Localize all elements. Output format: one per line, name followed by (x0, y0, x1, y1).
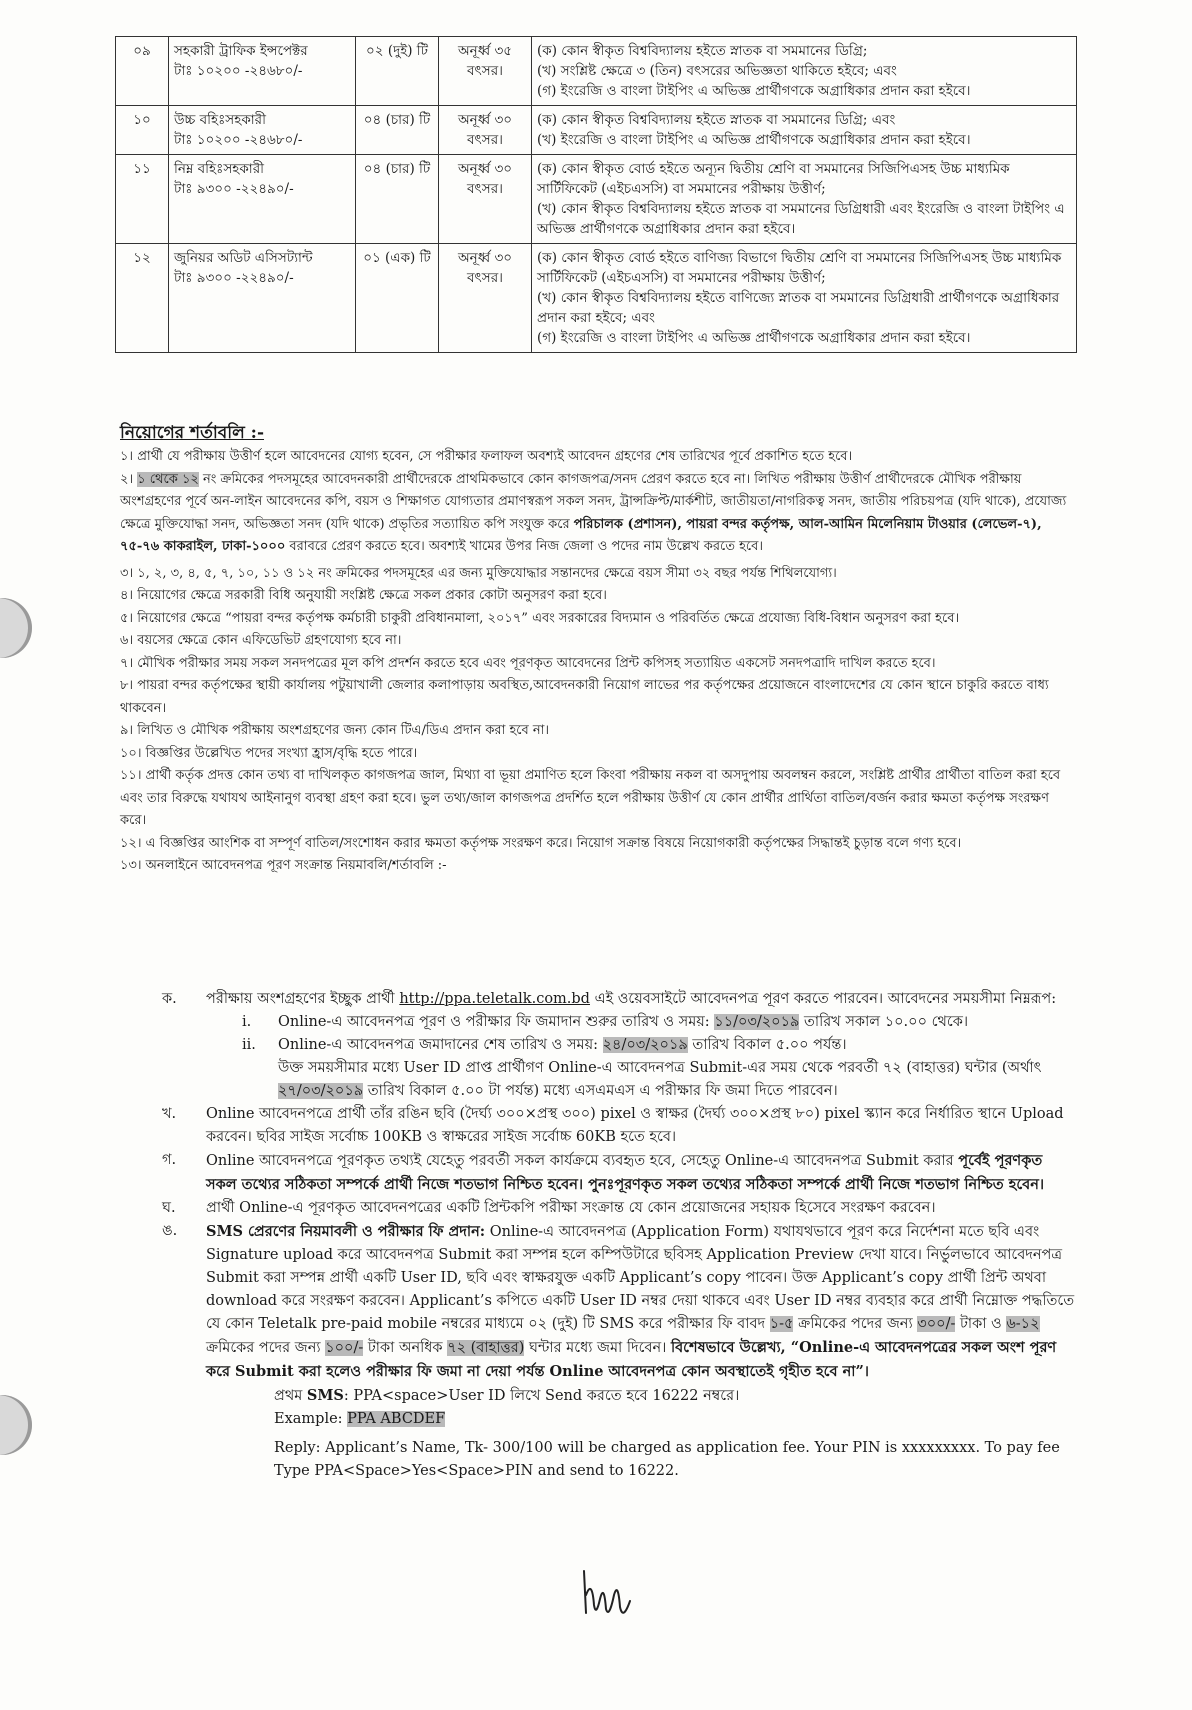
condition-item (120, 469, 1075, 559)
condition-item: ৮। পায়রা বন্দর কর্তৃপক্ষের স্থায়ী কার্যালয় পটুয়াখালী জেলার কলাপাড়ায় অবস্থিত,আবেদনকারী নিয়োগ লাভের পর কর্তৃপক্ষের প্রয়োজনে বাংলাদেশের যে কোন স্থানে চাকুরি করতে বাধ্য থাকবেন। (120, 678, 1049, 716)
end-date: ২৪/০৩/২০১৯ (602, 1037, 688, 1053)
qualification-cell-line: (গ) ইংরেজি ও বাংলা টাইপিং এ অভিজ্ঞ প্রার্থীগণকে অগ্রাধিকার প্রদান করা হইবে। (537, 83, 971, 99)
post-name-cell-line: টাঃ ৯৩০০ -২২৪৯০/- (174, 181, 294, 197)
serial-cell-line: ১১ (133, 161, 151, 177)
condition-item: ৯। লিখিত ও মৌখিক পরীক্ষায় অংশগ্রহণের জন্য কোন টিএ/ডিএ প্রদান করা হবে না। (120, 723, 550, 738)
age-limit-cell-line: অনূর্ধ্ব ৩৫ বৎসর। (457, 43, 512, 79)
highlight: ১০০/- (325, 1340, 364, 1356)
rule-ii (160, 1034, 1075, 1103)
rule-text: ঘন্টার মধ্যে জমা দিবেন। (524, 1340, 671, 1356)
start-date: ১১/০৩/২০১৯ (714, 1014, 800, 1030)
post-name-cell-line: সহকারী ট্রাফিক ইন্সপেক্টর (174, 43, 308, 59)
rule-label: গ. (162, 1152, 177, 1168)
condition-item: ১০। বিজ্ঞপ্তির উল্লেখিত পদের সংখ্যা হ্রাস/বৃদ্ধি হতে পারে। (120, 745, 418, 761)
rule-text: Online-এ আবেদনপত্র পূরণ ও পরীক্ষার ফি জমাদান শুরুর তারিখ ও সময়: (278, 1014, 715, 1030)
condition-item: ১২। এ বিজ্ঞপ্তির আংশিক বা সম্পূর্ণ বাতিল/সংশোধন করার ক্ষমতা কর্তৃপক্ষ সংরক্ষণ করে। নিয়োগ সক্রান্ত বিষয়ে নিয়োগকারী কর্তৃপক্ষের সিদ্ধান্তই চুড়ান্ত বলে গণ্য হবে। (120, 835, 962, 851)
rule-text: টাকা অনধিক (363, 1340, 448, 1356)
punch-hole (0, 598, 32, 658)
serial-cell (116, 155, 169, 244)
online-rules (160, 988, 1075, 1483)
punch-hole (0, 1395, 32, 1455)
post-name-cell-line: টাঃ ১০২০০ -২৪৬৮০/- (174, 132, 303, 148)
sms-instruction (274, 1384, 1075, 1408)
condition-text: বরাবরে প্রেরণ করতে হবে। অবশ্যই খামের উপর নিজ জেলা ও পদের নাম উল্লেখ করতে হবে। (285, 539, 764, 554)
rule-kha (160, 1103, 1075, 1149)
post-name-cell-line: টাঃ ১০২০০ -২৪৬৮০/- (174, 63, 303, 79)
serial-cell (116, 37, 169, 106)
condition-item: ৬। বয়সের ক্ষেত্রে কোন এফিডেভিট গ্রহণযোগ্য হবে না। (120, 633, 402, 648)
rule-text: পরীক্ষায় অংশগ্রহণের ইচ্ছুক প্রার্থী (206, 991, 400, 1007)
condition-item: ১৩। অনলাইনে আবেদনপত্র পূরণ সংক্রান্ত নিয়মাবলি/শর্তাবলি :- (120, 858, 447, 873)
post-name-cell-line: জুনিয়র অডিট এসিসট্যান্ট (174, 250, 313, 266)
rule-ga (160, 1149, 1075, 1197)
serial-cell-line: ০৯ (133, 43, 151, 59)
post-name-cell-line: টাঃ ৯৩০০ -২২৪৯০/- (174, 270, 294, 286)
rule-text: প্রার্থী Online-এ পূরণকৃত আবেদনপত্রের একটি প্রিন্টকপি পরীক্ষা সংক্রান্ত যে কোন প্রয়োজনের সহায়ক হিসেবে সংরক্ষণ করবেন। (206, 1200, 936, 1216)
rule-text: এই ওয়েবসাইটে আবেদনপত্র পূরণ করতে পারবেন। আবেদনের সময়সীমা নিম্নরূপ: (589, 991, 1057, 1007)
rule-label: খ. (162, 1106, 177, 1122)
qualification-cell-line: (খ) ইংরেজি ও বাংলা টাইপিং এ অভিজ্ঞ প্রার্থীগণকে অগ্রাধিকার প্রদান করা হইবে। (537, 132, 971, 148)
sms-bold: SMS (306, 1387, 344, 1404)
example-label: Example: (274, 1411, 348, 1427)
post-row (116, 106, 1077, 155)
section-title: নিয়োগের শর্তাবলি :- (120, 423, 265, 443)
highlight: ৩০০/- (917, 1316, 956, 1332)
age-limit-cell (439, 244, 532, 353)
post-count-cell-line: ০৪ (চার) টি (363, 112, 431, 128)
serial-cell (116, 244, 169, 353)
post-count-cell (356, 155, 439, 244)
serial-cell-line: ১০ (133, 112, 151, 128)
qualification-cell-line: (ক) কোন স্বীকৃত বিশ্ববিদ্যালয় হইতে স্নাতক বা সমমানের ডিগ্রি; এবং (537, 112, 896, 128)
rule-text: উক্ত সময়সীমার মধ্যে User ID প্রাপ্ত প্রার্থীগণ Online-এ আবেদনপত্র Submit-এর সময় থেকে পরবর্তী ৭২ (বাহাত্তর) ঘন্টার (অর্থাৎ (278, 1060, 1042, 1076)
post-row (116, 244, 1077, 353)
serial-cell (116, 106, 169, 155)
post-name-cell (169, 244, 356, 353)
post-name-cell-line: উচ্চ বহিঃসহকারী (174, 112, 266, 128)
post-count-cell-line: ০৪ (চার) টি (363, 161, 431, 177)
posts-table-body (116, 37, 1077, 353)
post-count-cell-line: ০১ (এক) টি (363, 250, 431, 266)
rule-label: ক. (162, 991, 177, 1007)
rule-label: ঙ. (162, 1223, 178, 1239)
qualification-cell-line: (খ) কোন স্বীকৃত বিশ্ববিদ্যালয় হইতে বাণিজ্যে স্নাতক বা সমমানের ডিগ্রিধারী প্রার্থীগণকে অগ্রাধিকার প্রদান করা হইবে; এবং (537, 290, 1060, 326)
rule-bold: পূর্বেই পূরণকৃত সকল তথ্যের সঠিকতা সম্পর্কে প্রার্থী নিজে শতভাগ নিশ্চিত হবেন। পুনঃপূরণকৃত সকল তথ্যের সঠিকতা সম্পর্কে প্রার্থী নিজে শতভাগ নিশ্চিত হবেন। (206, 1152, 1045, 1193)
post-name-cell (169, 106, 356, 155)
highlight: ৭২ (বাহাত্তর) (447, 1340, 525, 1356)
rule-i (160, 1011, 1075, 1034)
qualification-cell (532, 37, 1077, 106)
rule-text: ক্রমিকের পদের জন্য (793, 1316, 918, 1332)
qualification-cell-line: (খ) কোন স্বীকৃত বিশ্ববিদ্যালয় হইতে স্নাতক বা সমমানের ডিগ্রিধারী এবং ইংরেজি ও বাংলা টাইপিং এ অভিজ্ঞ প্রার্থীগণকে অগ্রাধিকার প্রদান করা হইবে। (537, 201, 1065, 237)
posts-table (115, 36, 1077, 353)
age-limit-cell-line: অনূর্ধ্ব ৩০ বৎসর। (457, 161, 513, 197)
qualification-cell-line: (ক) কোন স্বীকৃত বোর্ড হইতে অন্যূন দ্বিতীয় শ্রেণি বা সমমানের সিজিপিএসহ উচ্চ মাধ্যমিক সার্টিফিকেট (এইচএসসি) বা সমমানের পরীক্ষায় উত্তীর্ণ; (537, 161, 1010, 197)
condition-item: ৫। নিয়োগের ক্ষেত্রে “পায়রা বন্দর কর্তৃপক্ষ কর্মচারী চাকুরী প্রবিধানমালা, ২০১৭” এবং সরকারের বিদ্যমান ও পরিবর্তিত ক্ষেত্রে প্রযোজ্য বিধি-বিধান অনুসরণ করা হবে। (120, 610, 960, 626)
rule-text: টাকা ও (955, 1316, 1007, 1332)
condition-item: ১১। প্রার্থী কর্তৃক প্রদত্ত কোন তথ্য বা দাখিলকৃত কাগজপত্র জাল, মিথ্যা বা ভূয়া প্রমাণিত হলে কিংবা পরীক্ষায় নকল বা অসদুপায় অবলম্বন করলে, সংশ্লিষ্ট প্রার্থীর প্রার্থীতা বাতিল করা হবে এবং তার বিরুদ্ধে যথাযথ আইনানুগ ব্যবস্থা গ্রহণ করা হবে। ভুল তথ্য/জাল কাগজপত্র প্রদর্শিত হলে পরীক্ষায় উত্তীর্ণ যে কোন প্রার্থীর প্রার্থিতা বাতিল/বর্জন করার ক্ষমতা কর্তৃপক্ষ সংরক্ষণ করে। (120, 768, 1061, 828)
address-bold: পরিচালক (প্রশাসন), পায়রা বন্দর কর্তৃপক্ষ, আল-আমিন মিলেনিয়াম টাওয়ার (লেভেল-৭), ৭৫-৭৬ কাকরাইল, ঢাকা-১০০০ (120, 516, 1042, 554)
age-limit-cell (439, 155, 532, 244)
rule-text: Online-এ আবেদনপত্র জমাদানের শেষ তারিখ ও সময়: (278, 1037, 603, 1053)
condition-text: নং ক্রমিকের পদসমূহের আবেদনকারী প্রার্থীদেরকে প্রাথমিকভাবে কোন কাগজপত্র/সনদ প্রেরণ করতে হবে না। লিখিত পরীক্ষায় উত্তীর্ণ প্রার্থীদেরকে মৌখিক পরীক্ষায় অংশগ্রহণের পূর্বে অন-লাইন আবেদনের কপি, বয়স ও শিক্ষাগত যোগ্যতার প্রমাণস্বরূপ সকল সনদ, ট্রান্সক্রিপ্ট/মার্কশীট, জাতীয়তা/নাগরিকত্ব সনদ, জাতীয় পরিচয়পত্র (যদি থাকে), প্রযোজ্য ক্ষেত্রে মুক্তিযোদ্ধা সনদ, অভিজ্ঞতা সনদ (যদি থাকে) প্রভৃতির সত্যায়িত কপি সংযুক্ত করে (120, 471, 1067, 532)
rule-text: তারিখ বিকাল ৫.০০ টা পর্যন্ত) মধ্যে এসএমএস এ পরীক্ষার ফি জমা দিতে পারবেন। (363, 1083, 838, 1099)
rule-text: Online আবেদনপত্রে প্রার্থী তাঁর রঙিন ছবি (দৈর্ঘ্য ৩০০×প্রস্থ ৩০০) pixel ও স্বাক্ষর (দৈর্ঘ্য ৩০০×প্রস্থ ৮০) pixel স্ক্যান করে নির্ধারিত স্থানে Upload করবেন। ছবির সাইজ সর্বোচ্চ 100KB ও স্বাক্ষরের সাইজ সর্বোচ্চ 60KB হতে হবে। (206, 1106, 1064, 1145)
rule-text: ক্রমিকের পদের জন্য (206, 1340, 326, 1356)
highlight: ৬-১২ (1006, 1316, 1040, 1332)
qualification-cell-line: (ক) কোন স্বীকৃত বিশ্ববিদ্যালয় হইতে স্নাতক বা সমমানের ডিগ্রি; (537, 43, 868, 59)
qualification-cell (532, 155, 1077, 244)
age-limit-cell (439, 106, 532, 155)
age-limit-cell (439, 37, 532, 106)
post-count-cell (356, 244, 439, 353)
condition-item: ৩। ১, ২, ৩, ৪, ৫, ৭, ১০, ১১ ও ১২ নং ক্রমিকের পদসমূহের এর জন্য মুক্তিযোদ্ধার সন্তানদের ক্ষেত্রে বয়স সীমা ৩২ বছর পর্যন্ত শিথিলযোগ্য। (120, 565, 837, 581)
condition-number: ২। (120, 471, 138, 487)
rule-label: ii. (242, 1037, 256, 1053)
serial-cell-line: ১২ (133, 250, 151, 266)
rule-label: ঘ. (162, 1200, 176, 1216)
post-row (116, 37, 1077, 106)
application-website-link[interactable]: http://ppa.teletalk.com.bd (399, 991, 590, 1007)
rule-label: i. (242, 1014, 252, 1030)
fee-deadline-date: ২৭/০৩/২০১৯ (278, 1083, 364, 1099)
rule-gha (160, 1197, 1075, 1220)
signature-image (578, 1565, 648, 1625)
conditions-list (120, 446, 1075, 878)
condition-item: ৭। মৌখিক পরীক্ষার সময় সকল সনদপত্রের মূল কপি প্রদর্শন করতে হবে এবং পূরণকৃত আবেদনের প্রিন্ট কপিসহ সত্যায়িত একসেট সনদপত্রাদি দাখিল করতে হবে। (120, 655, 936, 671)
highlight: ১ থেকে ১২ (137, 471, 199, 487)
post-count-cell (356, 37, 439, 106)
rule-text: Online আবেদনপত্রে পূরণকৃত তথ্যই যেহেতু পরবর্তী সকল কার্যক্রমে ব্যবহৃত হবে, সেহেতু Online-এ আবেদনপত্র Submit করার (206, 1153, 959, 1169)
qualification-cell-line: (ক) কোন স্বীকৃত বোর্ড হইতে বাণিজ্য বিভাগে দ্বিতীয় শ্রেণি বা সমমানের সিজিপিএসহ উচ্চ মাধ্যমিক সার্টিফিকেট (এইচএসসি) বা সমমানের পরীক্ষায় উত্তীর্ণ; (537, 250, 1062, 286)
sms-example (274, 1408, 1075, 1431)
qualification-cell (532, 244, 1077, 353)
age-limit-cell-line: অনূর্ধ্ব ৩০ বৎসর। (457, 250, 513, 286)
post-count-cell-line: ০২ (দুই) টি (365, 43, 428, 59)
post-row (116, 155, 1077, 244)
qualification-cell-line: (খ) সংশ্লিষ্ট ক্ষেত্রে ৩ (তিন) বৎসরের অভিজ্ঞতা থাকিতে হইবে; এবং (537, 63, 897, 79)
post-name-cell (169, 155, 356, 244)
sms-text: : PPA<space>User ID লিখে Send করতে হবে 16222 নম্বরে। (343, 1388, 740, 1404)
rule-text: তারিখ সকাল ১০.০০ থেকে। (799, 1014, 969, 1030)
qualification-cell-line: (গ) ইংরেজি ও বাংলা টাইপিং এ অভিজ্ঞ প্রার্থীগণকে অগ্রাধিকার প্রদান করা হইবে। (537, 330, 971, 346)
post-name-cell-line: নিম্ন বহিঃসহকারী (174, 161, 264, 177)
condition-item: ৪। নিয়োগের ক্ষেত্রে সরকারী বিধি অনুযায়ী সংশ্লিষ্ট ক্ষেত্রে সকল প্রকার কোটা অনুসরণ করা হবে। (120, 588, 607, 603)
post-name-cell (169, 37, 356, 106)
post-count-cell (356, 106, 439, 155)
qualification-cell (532, 106, 1077, 155)
condition-item: ১। প্রার্থী যে পরীক্ষায় উত্তীর্ণ হলে আবেদনের যোগ্য হবেন, সে পরীক্ষার ফলাফল অবশ্যই আবেদন গ্রহণের শেষ তারিখের পূর্বে প্রকাশিত হতে হবে। (120, 449, 853, 464)
highlight: ১-৫ (769, 1316, 794, 1332)
rule-umo (160, 1220, 1075, 1384)
rule-text: Online-এ আবেদনপত্র (Application Form) যথাযথভাবে পূরণ করে নির্দেশনা মতে ছবি এবং Signature upload করে আবেদনপত্র Submit করা সম্পন্ন হলে কম্পিউটারে ছবিসহ Application Preview দেখা যাবে। নির্ভুলভাবে আবেদনপত্র Submit করা সম্পন্ন প্রার্থী একটি User ID, ছবি এবং স্বাক্ষরযুক্ত একটি Applicant’s copy পাবেন। উক্ত Applicant’s copy প্রার্থী প্রিন্ট অথবা download করে সংরক্ষণ করবেন। Applicant’s কপিতে একটি User ID নম্বর দেয়া থাকবে এবং User ID নম্বর ব্যবহার করে প্রার্থী নিম্নোক্ত পদ্ধতিতে যে কোন Teletalk pre-paid mobile নম্বরের মাধ্যমে ০২ (দুই) টি SMS করে পরীক্ষার ফি বাবদ (206, 1224, 1075, 1332)
age-limit-cell-line: অনূর্ধ্ব ৩০ বৎসর। (457, 112, 513, 148)
rule-bold: SMS প্রেরণের নিয়মাবলী ও পরীক্ষার ফি প্রদান: (206, 1223, 486, 1240)
rule-ka (160, 988, 1075, 1011)
rule-text: তারিখ বিকাল ৫.০০ পর্যন্ত। (687, 1037, 847, 1053)
example-value: PPA ABCDEF (347, 1411, 446, 1427)
sms-text: প্রথম (274, 1388, 307, 1404)
rule-bold: বিশেষভাবে উল্লেখ্য, “Online-এ আবেদনপত্রের সকল অংশ পূরণ করে Submit করা হলেও পরীক্ষার ফি জমা না দেয়া পর্যন্ত Online আবেদনপত্র কোন অবস্থাতেই গৃহীত হবে না”। (206, 1339, 1057, 1380)
sms-reply: Reply: Applicant’s Name, Tk- 300/100 will be charged as application fee. Your PIN is xxxxxxxxx. To pay fee Type PPA<Space>Yes<Space>PIN and send to 16222. (274, 1440, 1060, 1479)
